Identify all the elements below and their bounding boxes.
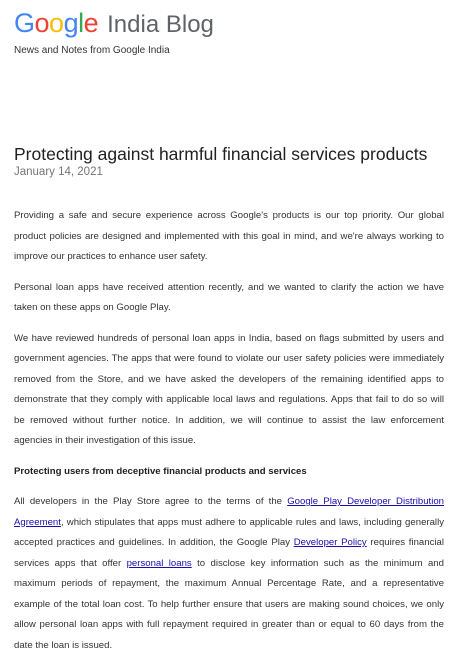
paragraph-review: We have reviewed hundreds of personal loan apps in India, based on flags submitted by users and government agencies. The apps that were found to violate our user safety policies were immediately removed from the Store, and we have asked the developers of the remaining identified apps to demonstrate that they comply with applicable local laws and regulations. Apps that fail to do so will be removed without further notice. In addition, we will continue to assist the law enforcement agencies in their investigation of this issue.: [14, 332, 444, 446]
paragraph-intro: Providing a safe and secure experience across Google's products is our top priority. Our global product policies are designed and implemented with this goal in mind, and we're always working to improve our practices to enhance user safety.: [14, 210, 444, 262]
header-title-row: [14, 6, 454, 40]
logo-letter: g: [63, 8, 79, 38]
logo-letter: o: [34, 8, 50, 38]
text-segment: , which stipulates that apps must adhere to applicable rules and laws, including generally accepted practices and guidelines. In addition, the Google Play: [14, 516, 444, 548]
text-segment: All developers in the Play Store agree to the terms of the: [14, 496, 288, 507]
google-logo[interactable]: [14, 6, 98, 40]
blog-tagline: News and Notes from Google India: [14, 45, 170, 56]
paragraph-loan-apps: Personal loan apps have received attention recently, and we wanted to clarify the action we have taken on these apps on Google Play.: [14, 281, 444, 313]
logo-letter: o: [49, 8, 64, 38]
post-title[interactable]: Protecting against harmful financial services products: [14, 144, 428, 164]
post-body: [14, 206, 444, 666]
text-segment: requires financial services apps that offer: [14, 537, 444, 569]
blog-name-link[interactable]: India Blog: [107, 11, 214, 38]
post-date: January 14, 2021: [14, 166, 103, 178]
logo-letter: e: [83, 8, 99, 38]
distribution-agreement-link[interactable]: Google Play Developer Distribution Agreement: [14, 496, 444, 528]
blog-header: [14, 6, 454, 56]
logo-letter: G: [14, 8, 35, 38]
personal-loans-link[interactable]: personal loans: [126, 557, 192, 569]
section-subheading: Protecting users from deceptive financial products and services: [14, 465, 307, 477]
developer-policy-link[interactable]: Developer Policy: [293, 537, 367, 548]
logo-letter: l: [78, 8, 84, 38]
text-segment: to disclose key information such as the minimum and maximum periods of repayment, the maximum Annual Percentage Rate, and a representative example of the total loan cost. To help further ensure that users are making sound choices, we only allow personal loan apps with full repayment required in greater than or equal to 60 days from the date the loan is issued.: [14, 557, 444, 651]
paragraph-developers: [14, 492, 444, 656]
